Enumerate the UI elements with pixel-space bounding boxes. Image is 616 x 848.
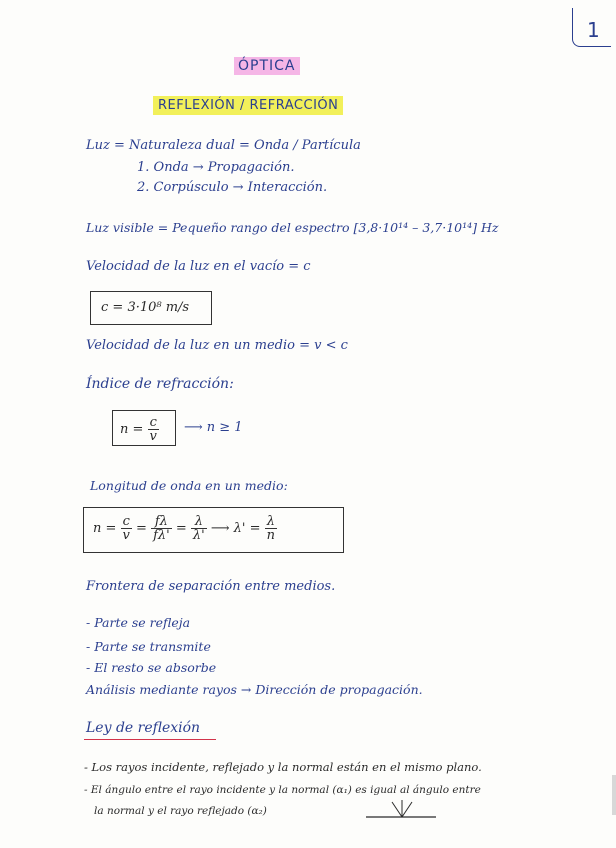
- formula-lambda-f2-num: fλ: [151, 515, 172, 529]
- formula-lambda-arrow: ⟶ λ' =: [210, 521, 261, 536]
- page-number-corner: [572, 8, 611, 47]
- formula-lambda-f3-num: λ: [191, 515, 207, 529]
- formula-n-den: v: [149, 429, 157, 444]
- formula-lambda: [93, 515, 277, 542]
- formula-box-n: [112, 410, 176, 446]
- scan-edge-mark: [612, 775, 616, 815]
- formula-lambda-n: n =: [93, 521, 117, 536]
- formula-box-c: [90, 291, 212, 325]
- text-longitud-onda: Longitud de onda en un medio:: [90, 478, 288, 493]
- formula-lambda-f1-den: v: [122, 528, 130, 543]
- page-title: ÓPTICA: [234, 57, 300, 75]
- text-angulo-linea2: la normal y el rayo reflejado (α₂): [94, 805, 267, 817]
- formula-n-result: ⟶ n ≥ 1: [184, 420, 243, 435]
- formula-n-num: c: [148, 416, 159, 430]
- formula-n-fraction: [148, 416, 159, 443]
- text-item-corpusculo: 2. Corpúsculo → Interacción.: [137, 180, 328, 195]
- text-rayos-plano: - Los rayos incidente, reflejado y la normal están en el mismo plano.: [84, 760, 482, 774]
- formula-lambda-eq2: =: [175, 521, 187, 536]
- text-indice-refraccion: Índice de refracción:: [86, 376, 234, 392]
- reflection-sketch-icon: [364, 798, 440, 820]
- formula-lambda-frac3: [191, 515, 207, 542]
- formula-lambda-eq1: =: [136, 521, 147, 536]
- heading-underline: [84, 739, 216, 740]
- formula-lambda-frac2: [151, 515, 172, 542]
- text-frontera: Frontera de separación entre medios.: [86, 579, 336, 594]
- text-analisis-rayos: Análisis mediante rayos → Dirección de propagación.: [86, 682, 423, 697]
- formula-n-lhs: n =: [120, 422, 144, 437]
- text-velocidad-vacio: Velocidad de la luz en el vacío = c: [86, 259, 311, 274]
- formula-box-lambda: [83, 507, 344, 553]
- formula-lambda-f1-num: c: [121, 515, 132, 529]
- text-angulo-linea1: - El ángulo entre el rayo incidente y la normal (α₁) es igual al ángulo entre: [84, 784, 481, 796]
- formula-lambda-frac1: [121, 515, 132, 542]
- text-parte-refleja: - Parte se refleja: [86, 615, 191, 630]
- page-number: 1: [587, 18, 600, 42]
- text-velocidad-medio: Velocidad de la luz en un medio = v < c: [86, 338, 348, 353]
- text-resto-absorbe: - El resto se absorbe: [86, 660, 217, 675]
- formula-n: [120, 416, 159, 443]
- text-luz-dual: Luz = Naturaleza dual = Onda / Partícula: [86, 138, 361, 153]
- formula-c-value: c = 3·10⁸ m/s: [101, 300, 190, 315]
- formula-lambda-frac4: [265, 515, 277, 542]
- formula-lambda-f3-den: λ': [192, 528, 205, 543]
- page-subtitle: REFLEXIÓN / REFRACCIÓN: [153, 96, 343, 115]
- formula-lambda-f2-den: fλ': [153, 528, 170, 543]
- formula-lambda-f4-num: λ: [265, 515, 277, 529]
- formula-lambda-f4-den: n: [266, 528, 275, 543]
- heading-ley-reflexion: Ley de reflexión: [86, 720, 201, 736]
- text-item-onda: 1. Onda → Propagación.: [137, 160, 295, 175]
- text-luz-visible: Luz visible = Pequeño rango del espectro [3,8·10¹⁴ – 3,7·10¹⁴] Hz: [86, 220, 499, 235]
- text-parte-transmite: - Parte se transmite: [86, 639, 211, 654]
